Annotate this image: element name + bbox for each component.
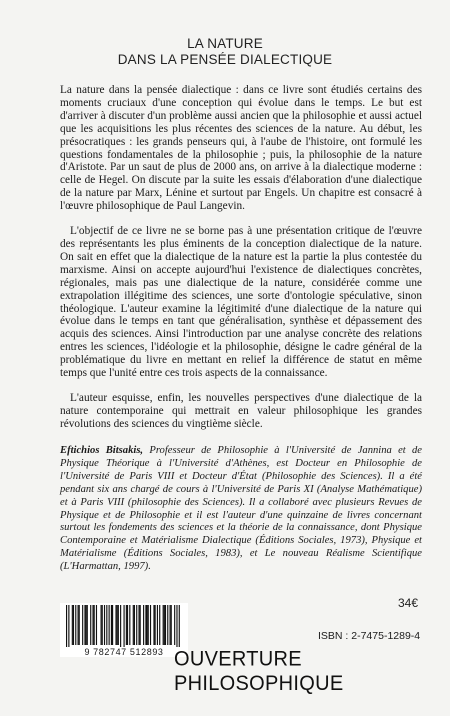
barcode-bar bbox=[84, 605, 85, 645]
barcode-bar bbox=[73, 605, 74, 645]
barcode-bar bbox=[138, 605, 139, 645]
barcode bbox=[60, 603, 188, 655]
barcode-bar bbox=[147, 605, 148, 645]
summary-text bbox=[60, 84, 422, 431]
barcode-bars bbox=[60, 603, 188, 647]
barcode-bar bbox=[164, 605, 165, 645]
collection-name: OUVERTURE PHILOSOPHIQUE bbox=[174, 647, 344, 696]
barcode-bar bbox=[140, 605, 141, 645]
barcode-bar bbox=[171, 605, 172, 645]
barcode-bar bbox=[165, 605, 166, 645]
barcode-bar bbox=[176, 605, 177, 647]
barcode-bar bbox=[112, 605, 113, 645]
summary-paragraph-2: L'objectif de ce livre ne se borne pas à une présentation critique de l'œuvre des représentants les plus éminents de la conception dialectique de la nature. On sait en effet que la dialectique de la nature est la partie la plus contestée du marxisme. Ainsi on accepte aujourd'hui l'existence de dialectiques concrètes, régionales, mais pas une dialectique de la nature, considérée comme une extrapolation illégitime des sciences, une sorte d'ontologie spéculative, sinon théologique. L'auteur examine la légitimité d'une dialectique de la nature qui évolue dans le temps en tant que généralisation, synthèse et dépassement des acquis des sciences. Ainsi l'introduction par une analyse concrète des relations entres les sciences, l'idéologie et la philosophie, désigne le cadre général de la problématique du livre en mettant en relief la différence de statut en même temps que l'unité entre ces trois aspects de la connaissance. bbox=[60, 225, 422, 380]
barcode-bar bbox=[126, 605, 127, 645]
author-bio-text: Professeur de Philosophie à l'Université de Jannina et de Physique Théorique à l'Université d'Athènes, est Docteur en Philosophie de l'Université de Paris VIII et Docteur d'État (Philosophie des Sciences). Il a été pendant six ans chargé de cours à l'Université de Paris XI (Analyse Mathématique) et à Paris VIII (philosophie des Sciences). Il a collaboré avec plusieurs Revues de Physique et de Philosophie et il est l'auteur d'une quinzaine de livres concernant surtout les fondements des sciences et la théorie de la connaissance, dont Physique Contemporaine et Matérialisme Dialectique (Éditions Sociales, 1973), Physique et Matérialisme (Éditions Sociales, 1983), et Le nouveau Réalisme Scientifique (L'Harmattan, 1997). bbox=[60, 445, 422, 573]
barcode-bar bbox=[153, 605, 154, 645]
barcode-bar bbox=[163, 605, 164, 645]
barcode-bar bbox=[117, 605, 118, 645]
barcode-bar bbox=[78, 605, 79, 645]
barcode-bar bbox=[120, 605, 121, 647]
barcode-bar bbox=[111, 605, 112, 645]
author-bio bbox=[60, 445, 422, 574]
barcode-bar bbox=[145, 605, 146, 645]
barcode-bar bbox=[155, 605, 156, 645]
barcode-bar bbox=[109, 605, 110, 645]
barcode-bar bbox=[170, 605, 171, 645]
isbn-label: ISBN : 2-7475-1289-4 bbox=[318, 630, 421, 642]
barcode-bar bbox=[104, 605, 105, 645]
barcode-bar bbox=[96, 605, 97, 645]
barcode-number: 9 782747 512893 bbox=[60, 647, 188, 657]
barcode-bar bbox=[101, 605, 102, 645]
barcode-bar bbox=[179, 605, 180, 647]
summary-paragraph-1: La nature dans la pensée dialectique : dans ce livre sont étudiés certains des moments cruciaux d'une conception qui évolue dans le temps. Le but est d'arriver à discuter d'un problème aussi ancien que la philosophie et aussi actuel que les acquisitions les plus récentes des sciences de la nature. Au début, les présocratiques : les grands penseurs qui, à l'aube de l'histoire, ont formulé les questions fondamentales de la philosophie ; puis, la philosophie de la nature d'Aristote. Par un saut de plus de 2000 ans, on arrive à la dialectique moderne : celle de Hegel. On discute par la suite les essais d'élaboration d'une dialectique de la nature par Marx, Lénine et surtout par Engels. Un chapitre est consacré à l'œuvre philosophique de Paul Langevin. bbox=[60, 84, 422, 213]
barcode-bar bbox=[86, 605, 87, 645]
barcode-bar bbox=[167, 605, 168, 645]
barcode-bar bbox=[127, 605, 128, 645]
barcode-bar bbox=[134, 605, 135, 645]
barcode-bar bbox=[124, 605, 125, 647]
title-line-2: DANS LA PENSÉE DIALECTIQUE bbox=[117, 52, 333, 67]
barcode-bar bbox=[136, 605, 137, 645]
barcode-bar bbox=[72, 605, 73, 645]
barcode-bar bbox=[118, 605, 119, 645]
barcode-bar bbox=[66, 605, 67, 647]
price-label: 34€ bbox=[398, 596, 419, 610]
barcode-bar bbox=[82, 605, 83, 645]
title-line-1: LA NATURE bbox=[187, 36, 263, 51]
barcode-bar bbox=[75, 605, 76, 645]
barcode-bar bbox=[143, 605, 144, 645]
barcode-bar bbox=[90, 605, 91, 645]
barcode-bar bbox=[102, 605, 103, 645]
barcode-bar bbox=[68, 605, 69, 647]
barcode-bar bbox=[79, 605, 80, 645]
barcode-bar bbox=[159, 605, 160, 645]
barcode-bar bbox=[174, 605, 175, 645]
barcode-bar bbox=[133, 605, 134, 645]
barcode-bar bbox=[92, 605, 93, 645]
barcode-bar bbox=[87, 605, 88, 645]
barcode-bar bbox=[94, 605, 95, 645]
summary-paragraph-3: L'auteur esquisse, enfin, les nouvelles perspectives d'une dialectique de la nature contemporaine qui mettrait en valeur philosophique les grandes révolutions des sciences du vingtième siècle. bbox=[60, 391, 422, 430]
barcode-bar bbox=[106, 605, 107, 645]
barcode-bar bbox=[150, 605, 151, 645]
barcode-bar bbox=[115, 605, 116, 645]
book-title bbox=[0, 36, 450, 68]
barcode-bar bbox=[157, 605, 158, 645]
author-name: Eftichios Bitsakis, bbox=[60, 445, 144, 456]
barcode-bar bbox=[129, 605, 130, 645]
barcode-bar bbox=[148, 605, 149, 645]
